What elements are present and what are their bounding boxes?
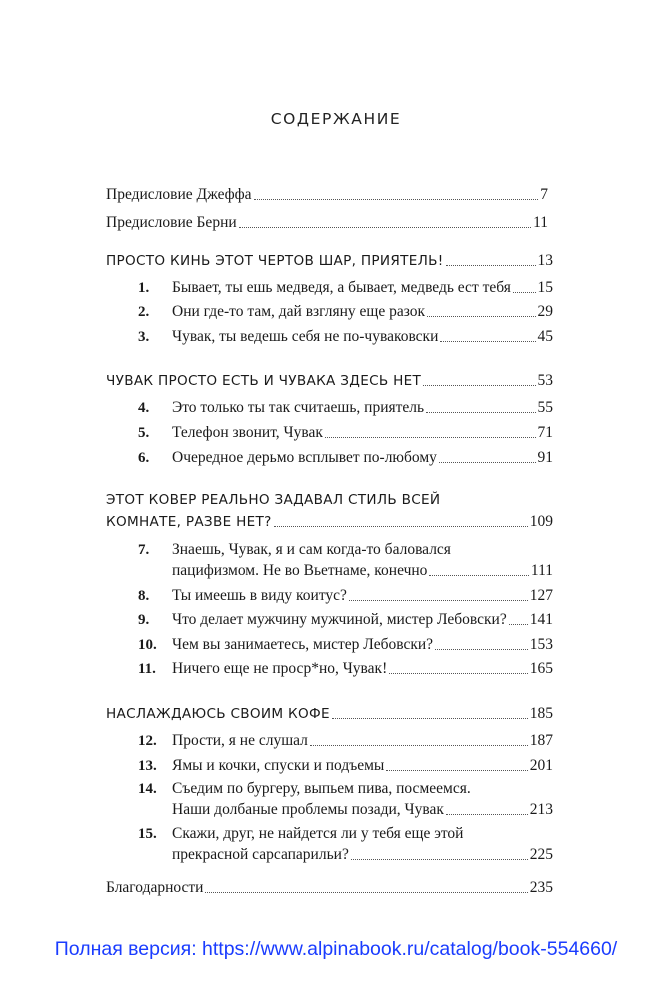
chapter-number: 9. <box>138 612 150 628</box>
dot-leader <box>239 227 531 228</box>
chapter-number: 12. <box>138 733 157 749</box>
toc-part-label: КОМНАТЕ, РАЗВЕ НЕТ? <box>106 514 272 530</box>
toc-entry-label: Очередное дерьмо всплывет по-любому <box>172 449 437 466</box>
toc-part-2[interactable] <box>106 371 553 391</box>
toc-page-number: 185 <box>529 705 553 722</box>
toc-chapter-13[interactable] <box>138 756 553 776</box>
toc-entry-label-line1: Скажи, друг, не найдется ли у тебя еще этой <box>172 825 464 842</box>
dot-leader <box>423 385 535 386</box>
toc-chapter-9[interactable] <box>138 610 553 630</box>
toc-entry-label: Ничего еще не проср*но, Чувак! <box>172 660 388 677</box>
toc-entry-label: Предисловие Берни <box>106 214 237 231</box>
full-version-link[interactable]: Полная версия: https://www.alpinabook.ru/catalog/book-554660/ <box>54 938 618 960</box>
toc-part-3-line1: ЭТОТ КОВЕР РЕАЛЬНО ЗАДАВАЛ СТИЛЬ ВСЕЙ <box>106 492 441 508</box>
toc-page-number: 109 <box>529 513 553 530</box>
toc-page-number: 225 <box>529 846 553 863</box>
toc-page-number: 15 <box>537 279 553 296</box>
toc-chapter-3[interactable] <box>138 327 553 347</box>
dot-leader <box>351 859 528 860</box>
toc-chapter-11[interactable] <box>138 659 553 679</box>
chapter-number: 7. <box>138 542 150 558</box>
dot-leader <box>254 199 539 200</box>
dot-leader <box>332 718 528 719</box>
chapter-number: 15. <box>138 826 157 842</box>
toc-entry-label: Это только ты так считаешь, приятель <box>172 399 425 416</box>
toc-part-4[interactable] <box>106 704 553 724</box>
toc-page-number: 187 <box>529 732 553 749</box>
toc-part-1[interactable] <box>106 251 553 271</box>
toc-page-number: 91 <box>537 449 553 466</box>
dot-leader <box>389 673 528 674</box>
toc-page-number: 201 <box>529 757 553 774</box>
toc-entry-label: Прости, я не слушал <box>172 732 308 749</box>
toc-entry-preface-bernie[interactable] <box>106 213 548 233</box>
page-title: СОДЕРЖАНИЕ <box>270 110 402 128</box>
toc-entry-label: прекрасной сарсапарильи? <box>172 846 349 863</box>
toc-chapter-4[interactable] <box>138 398 553 418</box>
toc-entry-label: Благодарности <box>106 879 204 896</box>
toc-entry-label: Бывает, ты ешь медведя, а бывает, медведь ест тебя <box>172 279 511 296</box>
toc-chapter-7[interactable] <box>138 561 553 581</box>
dot-leader <box>439 462 536 463</box>
toc-entry-label: Что делает мужчину мужчиной, мистер Лебовски? <box>172 611 507 628</box>
toc-entry-label: Наши долбаные проблемы позади, Чувак <box>172 801 444 818</box>
dot-leader <box>349 600 528 601</box>
dot-leader <box>429 575 528 576</box>
toc-chapter-12[interactable] <box>138 731 553 751</box>
dot-leader <box>325 437 536 438</box>
toc-page-number: 111 <box>530 562 553 579</box>
toc-chapter-14-line1 <box>138 779 471 799</box>
toc-entry-label: Телефон звонит, Чувак <box>172 424 323 441</box>
toc-page-number: 45 <box>537 328 553 345</box>
chapter-number: 3. <box>138 329 150 345</box>
chapter-number: 6. <box>138 450 150 466</box>
toc-page-number: 165 <box>529 660 553 677</box>
toc-page-number: 11 <box>533 214 548 231</box>
dot-leader <box>205 892 527 893</box>
toc-page-number: 7 <box>540 186 548 203</box>
toc-chapter-10[interactable] <box>138 635 553 655</box>
chapter-number: 10. <box>138 637 157 653</box>
dot-leader <box>509 624 528 625</box>
toc-chapter-5[interactable] <box>138 423 553 443</box>
dot-leader <box>446 265 536 266</box>
dot-leader <box>427 316 535 317</box>
toc-chapter-7-line1 <box>138 540 451 560</box>
toc-part-label: НАСЛАЖДАЮСЬ СВОИМ КОФЕ <box>106 706 330 722</box>
toc-entry-label-line1: Знаешь, Чувак, я и сам когда-то баловался <box>172 541 451 558</box>
toc-chapter-1[interactable] <box>138 278 553 298</box>
chapter-number: 1. <box>138 280 150 296</box>
toc-chapter-15[interactable] <box>138 845 553 865</box>
toc-chapter-14[interactable] <box>138 800 553 820</box>
toc-page-number: 141 <box>529 611 553 628</box>
chapter-number: 13. <box>138 758 157 774</box>
toc-chapter-8[interactable] <box>138 586 553 606</box>
toc-entry-label: Чувак, ты ведешь себя не по-чуваковски <box>172 328 439 345</box>
chapter-number: 5. <box>138 425 150 441</box>
dot-leader <box>446 814 528 815</box>
toc-entry-label: Ты имеешь в виду коитус? <box>172 587 347 604</box>
dot-leader <box>386 770 527 771</box>
toc-entry-label: Они где-то там, дай взгляну еще разок <box>172 303 426 320</box>
chapter-number: 4. <box>138 400 150 416</box>
dot-leader <box>274 526 528 527</box>
toc-entry-label-line1: Съедим по бургеру, выпьем пива, посмеемся. <box>172 780 471 797</box>
toc-entry-label: Ямы и кочки, спуски и подъемы <box>172 757 385 774</box>
toc-page-number: 127 <box>529 587 553 604</box>
toc-page-number: 235 <box>529 879 553 896</box>
toc-page-number: 213 <box>529 801 553 818</box>
toc-entry-label: пацифизмом. Не во Вьетнаме, конечно <box>172 562 428 579</box>
dot-leader <box>435 649 528 650</box>
toc-page-number: 55 <box>537 399 553 416</box>
chapter-number: 11. <box>138 661 156 677</box>
toc-chapter-2[interactable] <box>138 302 553 322</box>
toc-page-number: 153 <box>529 636 553 653</box>
chapter-number: 8. <box>138 588 150 604</box>
toc-page-number: 29 <box>537 303 553 320</box>
toc-entry-preface-jeff[interactable] <box>106 185 548 205</box>
toc-page-number: 53 <box>537 372 553 389</box>
dot-leader <box>513 292 536 293</box>
dot-leader <box>310 745 528 746</box>
dot-leader <box>440 341 535 342</box>
toc-chapter-6[interactable] <box>138 448 553 468</box>
chapter-number: 2. <box>138 304 150 320</box>
toc-page-number: 13 <box>537 252 553 269</box>
toc-chapter-15-line1 <box>138 824 463 844</box>
toc-part-label: ПРОСТО КИНЬ ЭТОТ ЧЕРТОВ ШАР, ПРИЯТЕЛЬ! <box>106 253 444 269</box>
toc-page-number: 71 <box>537 424 553 441</box>
toc-part-label: ЧУВАК ПРОСТО ЕСТЬ И ЧУВАКА ЗДЕСЬ НЕТ <box>106 373 422 389</box>
toc-entry-acknowledgements[interactable] <box>106 878 553 898</box>
toc-entry-label: Чем вы занимаетесь, мистер Лебовски? <box>172 636 434 653</box>
toc-part-3[interactable] <box>106 512 553 532</box>
chapter-number: 14. <box>138 781 157 797</box>
toc-entry-label: Предисловие Джеффа <box>106 186 252 203</box>
dot-leader <box>426 412 535 413</box>
